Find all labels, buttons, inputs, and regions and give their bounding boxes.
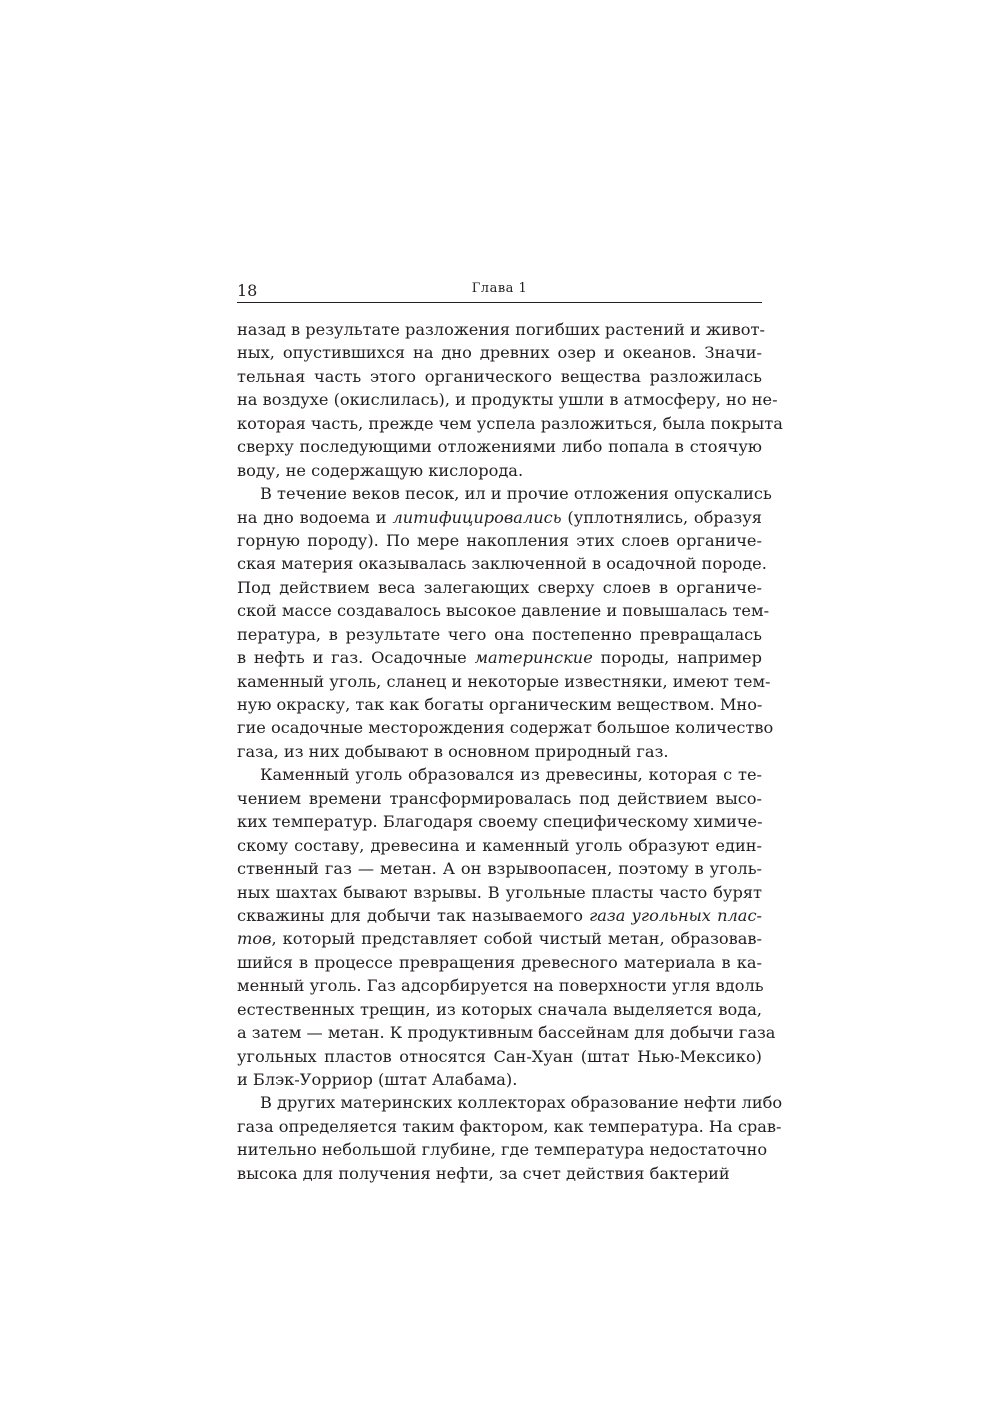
text-line bbox=[237, 1162, 762, 1185]
text-run: скому составу, древесина и каменный уголь образуют един- bbox=[237, 835, 762, 855]
text-line bbox=[237, 927, 762, 950]
text-line bbox=[237, 1068, 762, 1091]
text-line bbox=[237, 951, 762, 974]
text-run: пература, в результате чего она постепенно превращалась bbox=[237, 624, 762, 644]
text-run: в нефть и газ. Осадочные bbox=[237, 648, 475, 668]
text-run: каменный уголь, сланец и некоторые известняки, имеют тем- bbox=[237, 671, 771, 691]
text-line bbox=[237, 576, 762, 599]
text-line bbox=[237, 318, 765, 341]
text-line bbox=[237, 1138, 768, 1161]
text-run: породы, например bbox=[592, 648, 762, 668]
text-run: гие осадочные месторождения содержат большое количество bbox=[237, 718, 774, 738]
text-run: ких температур. Благодаря своему специфическому химиче- bbox=[237, 812, 763, 832]
text-line bbox=[237, 787, 762, 810]
italic-term: газа угольных плас- bbox=[589, 905, 762, 925]
text-run: газа, из них добывают в основном природный газ. bbox=[237, 741, 669, 761]
text-line bbox=[237, 1045, 762, 1068]
text-line bbox=[237, 881, 762, 904]
text-line bbox=[237, 670, 771, 693]
text-run: угольных пластов относятся Сан-Хуан (штат Нью-Мексико) bbox=[237, 1046, 762, 1066]
text-line bbox=[237, 834, 762, 857]
body-text bbox=[237, 318, 783, 1185]
text-line bbox=[237, 740, 762, 763]
text-run: (уплотнялись, образуя bbox=[561, 507, 762, 527]
text-run: а затем — метан. К продуктивным бассейнам для добычи газа bbox=[237, 1023, 776, 1043]
text-run: шийся в процессе превращения древесного материала в ка- bbox=[237, 952, 762, 972]
text-run: которая часть, прежде чем успела разложиться, была покрыта bbox=[237, 413, 783, 433]
text-run: естественных трещин, из которых сначала выделяется вода, bbox=[237, 999, 762, 1019]
text-run: ных шахтах бывают взрывы. В угольные пласты часто бурят bbox=[237, 882, 762, 902]
text-line bbox=[237, 599, 770, 622]
text-line bbox=[237, 529, 762, 552]
paragraph bbox=[237, 1091, 783, 1185]
text-run: сверху последующими отложениями либо попала в стоячую bbox=[237, 437, 762, 457]
text-line bbox=[237, 623, 762, 646]
text-run: тельная часть этого органического вещества разложилась bbox=[237, 366, 762, 386]
text-line bbox=[237, 646, 762, 669]
text-line bbox=[237, 716, 774, 739]
text-run: горную породу). По мере накопления этих слоев органиче- bbox=[237, 530, 762, 550]
text-run: скважины для добычи так называемого bbox=[237, 905, 590, 925]
text-line bbox=[237, 763, 762, 786]
paragraph bbox=[237, 482, 774, 763]
text-run: ных, опустившихся на дно древних озер и океанов. Значи- bbox=[237, 343, 762, 363]
text-line bbox=[237, 857, 762, 880]
text-run: ской массе создавалось высокое давление и повышалась тем- bbox=[237, 601, 770, 621]
text-run: газа определяется таким фактором, как температура. На срав- bbox=[237, 1116, 782, 1136]
text-line bbox=[237, 506, 762, 529]
paragraph bbox=[237, 318, 783, 482]
text-line bbox=[237, 482, 772, 505]
text-line bbox=[237, 388, 778, 411]
text-line bbox=[237, 435, 762, 458]
text-line bbox=[237, 1115, 782, 1138]
text-line bbox=[237, 552, 767, 575]
chapter-running-head: Глава 1 bbox=[471, 281, 528, 296]
text-line bbox=[237, 1091, 783, 1114]
text-line bbox=[237, 365, 762, 388]
italic-term: тов bbox=[237, 929, 272, 949]
text-run: , который представляет собой чистый метан, образовав- bbox=[271, 929, 762, 949]
text-run: чением времени трансформировалась под действием высо- bbox=[237, 788, 762, 808]
text-run: В течение веков песок, ил и прочие отложения опускались bbox=[260, 484, 772, 504]
text-run: на воздухе (окислилась), и продукты ушли в атмосферу, но не- bbox=[237, 390, 778, 410]
text-run: высока для получения нефти, за счет действия бактерий bbox=[237, 1163, 730, 1183]
text-line bbox=[237, 1021, 776, 1044]
text-run: ская материя оказывалась заключенной в осадочной породе. bbox=[237, 554, 767, 574]
italic-term: литифицировались bbox=[392, 507, 562, 527]
text-run: ную окраску, так как богаты органическим веществом. Мно- bbox=[237, 695, 763, 714]
text-run: нительно небольшой глубине, где температура недостаточно bbox=[237, 1140, 768, 1160]
paragraph bbox=[237, 763, 776, 1091]
text-line bbox=[237, 810, 762, 833]
text-run: и Блэк-Уорриор (штат Алабама). bbox=[237, 1070, 518, 1089]
text-line bbox=[237, 904, 762, 927]
text-run: воду, не содержащую кислорода. bbox=[237, 460, 524, 480]
text-run: Каменный уголь образовался из древесины, которая с те- bbox=[260, 765, 762, 785]
text-line bbox=[237, 974, 762, 997]
text-run: Под действием веса залегающих сверху слоев в органиче- bbox=[237, 577, 762, 597]
text-line bbox=[237, 998, 762, 1021]
text-run: назад в результате разложения погибших растений и живот- bbox=[237, 320, 765, 339]
text-run: ственный газ — метан. А он взрывоопасен, поэтому в уголь- bbox=[237, 859, 762, 879]
text-run: на дно водоема и bbox=[237, 507, 393, 527]
text-line bbox=[237, 459, 762, 482]
text-line bbox=[237, 341, 762, 364]
text-line bbox=[237, 412, 783, 435]
text-run: В других материнских коллекторах образование нефти либо bbox=[260, 1093, 783, 1113]
text-run: менный уголь. Газ адсорбируется на поверхности угля вдоль bbox=[237, 976, 764, 996]
text-line bbox=[237, 693, 762, 716]
running-header bbox=[237, 280, 762, 303]
italic-term: материнские bbox=[474, 648, 593, 668]
page-number: 18 bbox=[237, 281, 258, 300]
